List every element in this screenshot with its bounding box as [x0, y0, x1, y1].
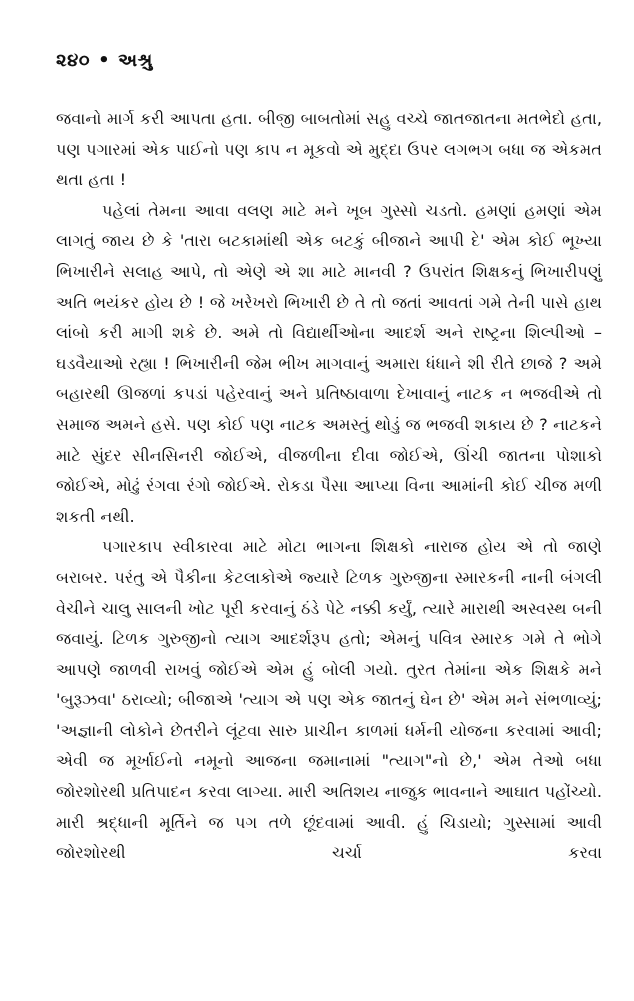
- paragraph-salary-cut: પગારકાપ સ્વીકારવા માટે મોટા ભાગના શિક્ષકો નારાજ હોય એ તો જાણે બરાબર. પરંતુ એ પૈકીના કેટલાકોએ જ્યારે ટિળક ગુરુજીના સ્મારકની નાની બંગલી વેચીને ચાલુ સાલની ખોટ પૂરી કરવાનું ઠંડે પેટે નક્કી કર્યું, ત્યારે મારાથી અસ્વસ્થ બની જવાયું. ટિળક ગુરુજીનો ત્યાગ આદર્શરૂપ હતો; એમનું પવિત્ર સ્મારક ગમે તે ભોગે આપણે જાળવી રાખવું જોઈએ એમ હું બોલી ગયો. તુરત તેમાંના એક શિક્ષકે મને 'બુરૂઝવા' ઠરાવ્યો; બીજાએ 'ત્યાગ એ પણ એક જાતનું ઘેન છે' એમ મને સંભળાવ્યું; 'અજ્ઞાની લોકોને છેતરીને લૂંટવા સારુ પ્રાચીન કાળમાં ધર્મની યોજના કરવામાં આવી; એવી જ મૂર્ખાઈનો નમૂનો આજના જમાનામાં "ત્યાગ"નો છે,' એમ તેઓ બધા જોરશોરથી પ્રતિપાદન કરવા લાગ્યા. મારી અતિશય નાજુક ભાવનાને આઘાત પહોંચ્યો. મારી શ્રદ્ધાની મૂર્તિને જ પગ તળે છૂંદવામાં આવી. હું ચિડાયો; ગુસ્સામાં આવી જોરશોરથી ચર્ચા કરવા: [56, 537, 602, 863]
- paragraph-anger: પહેલાં તેમના આવા વલણ માટે મને ખૂબ ગુસ્સો ચડતો. હમણાં હમણાં એમ લાગતું જાય છે કે 'તારા બટકામાંથી એક બટકું બીજાને આપી દે' એમ કોઈ ભૂખ્યા ભિખારીને સલાહ આપે, તો એણે એ શા માટે માનવી ? ઉપરાંત શિક્ષકનું ભિખારીપણું અતિ ભયંકર હોય છે ! જે ખરેખરો ભિખારી છે તે તો જતાં આવતાં ગમે તેની પાસે હાથ લાંબો કરી માગી શકે છે. અમે તો વિદ્યાર્થીઓના આદર્શ અને રાષ્ટ્રના શિલ્પીઓ – ઘડવૈયાઓ રહ્યા ! ભિખારીની જેમ ભીખ માગવાનું અમારા ધંધાને શી રીતે છાજે ? અમે બહારથી ઊજળાં કપડાં પહેરવાનું અને પ્રતિષ્ઠાવાળા દેખાવાનું નાટક ન ભજવીએ તો સમાજ અમને હસે. પણ કોઈ પણ નાટક અમસ્તું થોડું જ ભજવી શકાય છે ? નાટકને માટે સુંદર સીનસિનરી જોઈએ, વીજળીના દીવા જોઈએ, ઊંચી જાતના પોશાકો જોઈએ, મોઢું રંગવા રંગો જોઈએ. રોકડા પૈસા આપ્યા વિના આમાંની કોઈ ચીજ મળી શકતી નથી.: [56, 200, 602, 526]
- body-text: [56, 104, 602, 869]
- running-header: [56, 50, 153, 71]
- paragraph-continuation: જવાનો માર્ગ કરી આપતા હતા. બીજી બાબતોમાં સહુ વચ્ચે જાતજાતના મતભેદો હતા, પણ પગારમાં એક પાઈનો પણ કાપ ન મૂકવો એ મુદ્દા ઉપર લગભગ બધા જ એકમત થતા હતા !: [56, 109, 602, 190]
- page-number: ૨૪૦: [56, 50, 91, 71]
- header-separator: •: [98, 50, 111, 71]
- book-title: અશ્રુ: [118, 50, 153, 71]
